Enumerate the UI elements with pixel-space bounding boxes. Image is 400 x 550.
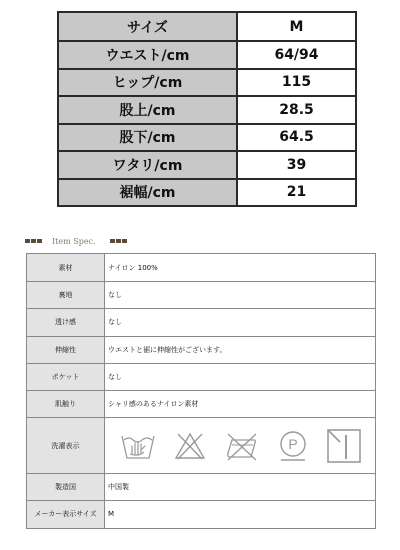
- spec-row-material: [27, 254, 375, 281]
- no-bleach-icon: [173, 431, 207, 461]
- spec-row-maker-size: [27, 500, 375, 527]
- size-table: [57, 11, 357, 207]
- spec-label: 洗濯表示: [27, 418, 105, 473]
- spec-value: M: [108, 510, 115, 519]
- size-row-value: 64/94: [238, 42, 355, 68]
- size-row-hem-width: [59, 178, 355, 206]
- spec-row-country: [27, 473, 375, 500]
- size-row-value: 115: [238, 70, 355, 96]
- spec-value: なし: [108, 318, 122, 327]
- item-spec-title: Item Spec.: [52, 236, 96, 246]
- size-row-label: ウエスト/cm: [59, 42, 238, 68]
- hand-wash-icon: [120, 430, 156, 462]
- size-row-label: 股上/cm: [59, 97, 238, 123]
- spec-value: なし: [108, 372, 122, 381]
- spec-label: ポケット: [27, 364, 105, 390]
- size-row-value: 28.5: [238, 97, 355, 123]
- spec-table: [26, 253, 376, 529]
- spec-label: 素材: [27, 254, 105, 281]
- spec-value: シャリ感のあるナイロン素材: [108, 400, 199, 409]
- size-header-value: M: [238, 13, 355, 40]
- size-row-hip: [59, 68, 355, 96]
- spec-row-stretch: [27, 336, 375, 363]
- svg-text:P: P: [288, 435, 298, 452]
- size-row-value: 39: [238, 152, 355, 178]
- size-row-value: 21: [238, 180, 355, 206]
- spec-row-lining: [27, 281, 375, 308]
- size-row-label: ワタリ/cm: [59, 152, 238, 178]
- spec-row-texture: [27, 390, 375, 417]
- size-row-rise: [59, 95, 355, 123]
- spec-value: ナイロン 100%: [108, 263, 158, 272]
- spec-label: 製造国: [27, 474, 105, 500]
- spec-row-pocket: [27, 363, 375, 390]
- size-row-label: 裾幅/cm: [59, 180, 238, 206]
- size-row-thigh: [59, 150, 355, 178]
- decorative-squares-right: [110, 239, 127, 243]
- spec-label: 透け感: [27, 309, 105, 335]
- spec-row-sheerness: [27, 308, 375, 335]
- line-dry-shade-icon: [326, 428, 362, 464]
- spec-label: 肌触り: [27, 391, 105, 417]
- decorative-squares-left: [25, 239, 42, 243]
- spec-label: 伸縮性: [27, 337, 105, 363]
- size-row-value: 64.5: [238, 125, 355, 151]
- spec-value: なし: [108, 291, 122, 300]
- spec-row-care: [27, 417, 375, 473]
- size-table-header: [59, 13, 355, 40]
- size-row-label: ヒップ/cm: [59, 70, 238, 96]
- spec-label: 裏地: [27, 282, 105, 308]
- size-row-label: 股下/cm: [59, 125, 238, 151]
- no-tumble-dry-icon: [224, 430, 260, 462]
- size-header-label: サイズ: [59, 13, 238, 40]
- size-row-inseam: [59, 123, 355, 151]
- care-icons: [105, 418, 375, 473]
- item-spec-heading: [25, 234, 127, 248]
- spec-label: メーカー表示サイズ: [27, 501, 105, 527]
- spec-value: ウエストと裾に伸縮性がございます。: [108, 345, 227, 354]
- spec-value: 中国製: [108, 483, 129, 492]
- dry-clean-p-icon: [277, 430, 309, 462]
- size-row-waist: [59, 40, 355, 68]
